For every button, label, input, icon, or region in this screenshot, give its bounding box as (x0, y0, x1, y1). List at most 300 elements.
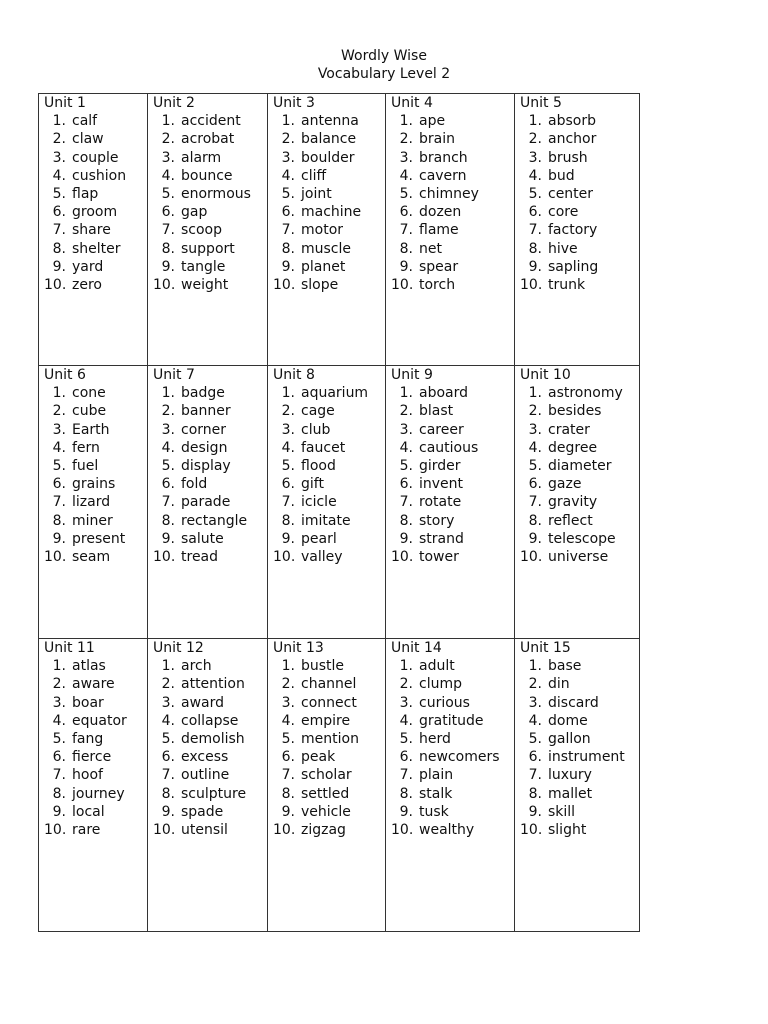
word-item (153, 512, 263, 530)
word-item (273, 421, 381, 439)
word-item (273, 384, 381, 402)
word-list (153, 384, 263, 566)
word-number: 4. (281, 439, 295, 456)
vocabulary-word: crater (548, 421, 590, 438)
unit-cell (386, 639, 515, 932)
vocabulary-word: diameter (548, 458, 612, 475)
word-number: 7. (399, 222, 413, 239)
vocabulary-word: curious (419, 694, 470, 711)
word-number: 9. (281, 530, 295, 547)
word-item (273, 694, 381, 712)
vocabulary-word: fern (72, 439, 100, 456)
vocabulary-word: planet (301, 258, 346, 275)
vocabulary-word: cone (72, 385, 106, 402)
word-number: 5. (161, 458, 175, 475)
word-number: 9. (281, 258, 295, 275)
word-number: 1. (52, 113, 66, 130)
word-item (391, 493, 510, 511)
vocabulary-word: channel (301, 676, 357, 693)
word-item (273, 221, 381, 239)
word-number: 6. (161, 204, 175, 221)
vocabulary-word: brush (548, 149, 588, 166)
word-number: 8. (528, 512, 542, 529)
word-number: 4. (52, 167, 66, 184)
word-item (273, 657, 381, 675)
vocabulary-word: anchor (548, 131, 597, 148)
vocabulary-word: discard (548, 694, 599, 711)
word-item (153, 548, 263, 566)
word-number: 5. (52, 186, 66, 203)
word-item (391, 766, 510, 784)
unit-title: Unit 8 (273, 367, 315, 383)
vocabulary-word: wealthy (419, 822, 475, 839)
word-number: 4. (528, 167, 542, 184)
word-item (273, 258, 381, 276)
vocabulary-word: cliff (301, 167, 327, 184)
word-number: 8. (161, 512, 175, 529)
word-number: 6. (399, 204, 413, 221)
word-item (273, 475, 381, 493)
word-item (520, 203, 635, 221)
word-number: 3. (161, 421, 175, 438)
vocabulary-word: enormous (181, 186, 251, 203)
word-number: 5. (399, 731, 413, 748)
word-number: 7. (161, 222, 175, 239)
word-item (273, 130, 381, 148)
word-number: 2. (52, 676, 66, 693)
vocabulary-word: parade (181, 494, 231, 511)
word-item (391, 130, 510, 148)
vocabulary-word: arch (181, 658, 212, 675)
word-number: 4. (528, 439, 542, 456)
word-number: 9. (161, 530, 175, 547)
vocabulary-word: center (548, 186, 594, 203)
vocabulary-word: attention (181, 676, 245, 693)
word-number: 10. (153, 549, 176, 566)
word-number: 1. (52, 385, 66, 402)
word-number: 7. (52, 222, 66, 239)
word-number: 6. (528, 476, 542, 493)
unit-title: Unit 5 (520, 95, 562, 111)
word-item (44, 112, 143, 130)
word-number: 6. (52, 204, 66, 221)
word-number: 3. (399, 694, 413, 711)
word-list (44, 657, 143, 839)
word-item (44, 785, 143, 803)
vocabulary-word: telescope (548, 530, 616, 547)
word-item (391, 421, 510, 439)
word-item (273, 493, 381, 511)
word-item (153, 493, 263, 511)
word-item (391, 712, 510, 730)
word-item (44, 475, 143, 493)
word-item (520, 221, 635, 239)
vocabulary-word: gift (301, 476, 324, 493)
word-item (44, 766, 143, 784)
word-number: 8. (528, 785, 542, 802)
vocabulary-word: fold (181, 476, 208, 493)
vocabulary-word: degree (548, 439, 598, 456)
word-item (520, 748, 635, 766)
vocabulary-word: joint (301, 186, 332, 203)
word-item (273, 530, 381, 548)
unit-cell (148, 639, 268, 932)
word-number: 7. (528, 494, 542, 511)
vocabulary-word: aware (72, 676, 115, 693)
word-item (153, 712, 263, 730)
word-item (520, 384, 635, 402)
vocabulary-word: excess (181, 749, 229, 766)
word-item (153, 130, 263, 148)
word-number: 4. (52, 712, 66, 729)
word-item (273, 402, 381, 420)
word-item (44, 421, 143, 439)
vocabulary-word: tangle (181, 258, 226, 275)
word-number: 6. (528, 204, 542, 221)
word-item (153, 675, 263, 693)
word-number: 7. (399, 494, 413, 511)
vocabulary-word: chimney (419, 186, 479, 203)
word-item (520, 548, 635, 566)
word-item (391, 203, 510, 221)
vocabulary-word: gaze (548, 476, 582, 493)
word-number: 3. (528, 421, 542, 438)
word-item (391, 675, 510, 693)
vocabulary-word: aboard (419, 385, 469, 402)
vocabulary-word: besides (548, 403, 602, 420)
word-list (520, 112, 635, 294)
word-number: 6. (528, 749, 542, 766)
vocabulary-word: rectangle (181, 512, 248, 529)
word-number: 10. (273, 549, 296, 566)
vocabulary-word: seam (72, 549, 111, 566)
word-list (153, 657, 263, 839)
vocabulary-word: imitate (301, 512, 351, 529)
word-item (391, 402, 510, 420)
word-item (44, 167, 143, 185)
word-item (153, 421, 263, 439)
vocabulary-word: bud (548, 167, 575, 184)
word-number: 10. (44, 277, 67, 294)
unit-cell (148, 366, 268, 639)
vocabulary-word: universe (548, 549, 609, 566)
word-item (44, 149, 143, 167)
word-item (44, 712, 143, 730)
vocabulary-word: flap (72, 186, 99, 203)
vocabulary-word: groom (72, 204, 118, 221)
word-number: 6. (281, 204, 295, 221)
word-number: 2. (281, 676, 295, 693)
word-item (520, 530, 635, 548)
word-item (44, 240, 143, 258)
vocabulary-word: empire (301, 712, 351, 729)
word-item (273, 730, 381, 748)
vocabulary-word: slight (548, 822, 587, 839)
word-item (273, 548, 381, 566)
unit-cell (268, 366, 386, 639)
word-item (391, 694, 510, 712)
vocabulary-word: local (72, 803, 105, 820)
word-list (44, 384, 143, 566)
unit-title: Unit 7 (153, 367, 195, 383)
word-item (153, 402, 263, 420)
vocabulary-word: club (301, 421, 331, 438)
unit-title: Unit 2 (153, 95, 195, 111)
word-item (520, 149, 635, 167)
word-number: 5. (399, 458, 413, 475)
vocabulary-word: brain (419, 131, 455, 148)
vocabulary-word: core (548, 204, 579, 221)
word-item (153, 785, 263, 803)
vocabulary-word: zigzag (301, 822, 346, 839)
word-item (520, 240, 635, 258)
word-number: 6. (161, 476, 175, 493)
vocabulary-word: boulder (301, 149, 355, 166)
word-number: 10. (44, 822, 67, 839)
word-number: 7. (528, 767, 542, 784)
word-item (153, 803, 263, 821)
vocabulary-word: claw (72, 131, 104, 148)
unit-row (39, 366, 640, 639)
word-number: 5. (281, 458, 295, 475)
word-number: 10. (391, 549, 414, 566)
word-number: 4. (399, 712, 413, 729)
vocabulary-word: instrument (548, 749, 625, 766)
unit-title: Unit 9 (391, 367, 433, 383)
word-number: 4. (528, 712, 542, 729)
unit-cell (268, 639, 386, 932)
vocabulary-word: dome (548, 712, 588, 729)
word-item (520, 402, 635, 420)
vocabulary-word: gravity (548, 494, 598, 511)
word-number: 6. (161, 749, 175, 766)
word-item (44, 512, 143, 530)
word-number: 6. (281, 476, 295, 493)
word-item (153, 821, 263, 839)
unit-title: Unit 1 (44, 95, 86, 111)
word-item (391, 258, 510, 276)
word-number: 3. (281, 149, 295, 166)
word-number: 5. (528, 458, 542, 475)
vocabulary-word: sculpture (181, 785, 247, 802)
unit-cell (39, 94, 148, 366)
word-item (153, 240, 263, 258)
vocabulary-word: fierce (72, 749, 112, 766)
word-number: 1. (528, 658, 542, 675)
unit-cell (386, 94, 515, 366)
word-item (520, 657, 635, 675)
word-item (153, 766, 263, 784)
vocabulary-word: flood (301, 458, 336, 475)
vocabulary-word: alarm (181, 149, 222, 166)
unit-title: Unit 13 (273, 640, 324, 656)
word-item (153, 203, 263, 221)
vocabulary-word: pearl (301, 530, 337, 547)
word-number: 1. (399, 385, 413, 402)
unit-row (39, 639, 640, 932)
word-number: 8. (52, 240, 66, 257)
word-number: 10. (153, 277, 176, 294)
unit-row (39, 94, 640, 366)
word-item (391, 730, 510, 748)
unit-title: Unit 4 (391, 95, 433, 111)
vocabulary-word: present (72, 530, 126, 547)
vocabulary-word: machine (301, 204, 362, 221)
vocabulary-word: spear (419, 258, 459, 275)
word-item (44, 548, 143, 566)
vocabulary-word: bustle (301, 658, 345, 675)
word-number: 2. (399, 131, 413, 148)
word-item (44, 258, 143, 276)
unit-title: Unit 15 (520, 640, 571, 656)
word-number: 9. (399, 530, 413, 547)
word-number: 7. (52, 767, 66, 784)
word-number: 8. (52, 785, 66, 802)
word-list (273, 384, 381, 566)
unit-title: Unit 11 (44, 640, 95, 656)
vocabulary-word: girder (419, 458, 461, 475)
unit-cell (515, 639, 640, 932)
word-item (273, 112, 381, 130)
vocabulary-word: flame (419, 222, 459, 239)
vocabulary-word: badge (181, 385, 225, 402)
vocabulary-word: tusk (419, 803, 449, 820)
vocabulary-word: newcomers (419, 749, 500, 766)
word-number: 10. (273, 822, 296, 839)
word-number: 9. (399, 258, 413, 275)
vocabulary-word: gallon (548, 731, 591, 748)
word-item (273, 712, 381, 730)
word-item (153, 149, 263, 167)
word-item (153, 384, 263, 402)
word-number: 9. (52, 258, 66, 275)
word-number: 2. (161, 403, 175, 420)
vocabulary-word: cushion (72, 167, 127, 184)
unit-cell (386, 366, 515, 639)
vocabulary-word: peak (301, 749, 336, 766)
vocabulary-word: cavern (419, 167, 467, 184)
word-number: 7. (528, 222, 542, 239)
word-item (391, 530, 510, 548)
vocabulary-word: utensil (181, 822, 228, 839)
word-item (391, 221, 510, 239)
word-number: 4. (399, 167, 413, 184)
unit-title: Unit 6 (44, 367, 86, 383)
word-number: 5. (399, 186, 413, 203)
vocabulary-word: acrobat (181, 131, 235, 148)
vocabulary-word: fang (72, 731, 104, 748)
word-number: 1. (161, 113, 175, 130)
word-number: 2. (52, 403, 66, 420)
word-list (153, 112, 263, 294)
word-item (273, 185, 381, 203)
vocabulary-word: muscle (301, 240, 352, 257)
vocabulary-word: mention (301, 731, 359, 748)
word-item (273, 203, 381, 221)
word-number: 4. (281, 712, 295, 729)
vocabulary-word: connect (301, 694, 357, 711)
word-item (153, 112, 263, 130)
word-item (391, 548, 510, 566)
word-item (391, 149, 510, 167)
vocabulary-word: support (181, 240, 235, 257)
word-item (44, 730, 143, 748)
word-item (391, 657, 510, 675)
word-item (273, 240, 381, 258)
word-item (44, 276, 143, 294)
word-item (391, 112, 510, 130)
word-number: 5. (281, 186, 295, 203)
word-number: 10. (391, 822, 414, 839)
vocabulary-word: ape (419, 113, 446, 130)
vocabulary-word: collapse (181, 712, 239, 729)
vocabulary-word: scoop (181, 222, 223, 239)
vocabulary-word: net (419, 240, 442, 257)
word-item (520, 112, 635, 130)
vocabulary-word: base (548, 658, 582, 675)
word-item (153, 185, 263, 203)
word-item (153, 530, 263, 548)
word-number: 3. (161, 149, 175, 166)
word-item (391, 439, 510, 457)
vocabulary-word: rare (72, 822, 101, 839)
vocabulary-word: equator (72, 712, 127, 729)
word-list (44, 112, 143, 294)
word-number: 1. (281, 658, 295, 675)
word-number: 2. (281, 131, 295, 148)
vocabulary-word: luxury (548, 767, 592, 784)
word-item (44, 694, 143, 712)
vocabulary-table (38, 93, 640, 932)
word-item (520, 439, 635, 457)
word-item (153, 694, 263, 712)
word-item (44, 384, 143, 402)
vocabulary-word: valley (301, 549, 343, 566)
vocabulary-word: banner (181, 403, 231, 420)
word-number: 3. (399, 421, 413, 438)
word-number: 4. (161, 439, 175, 456)
vocabulary-word: dozen (419, 204, 462, 221)
word-item (520, 694, 635, 712)
word-item (44, 221, 143, 239)
vocabulary-word: miner (72, 512, 113, 529)
vocabulary-word: balance (301, 131, 357, 148)
vocabulary-word: hive (548, 240, 578, 257)
word-number: 4. (161, 167, 175, 184)
word-item (153, 730, 263, 748)
word-item (520, 276, 635, 294)
vocabulary-word: accident (181, 113, 241, 130)
word-item (273, 167, 381, 185)
vocabulary-word: clump (419, 676, 462, 693)
word-item (273, 785, 381, 803)
vocabulary-word: motor (301, 222, 344, 239)
unit-cell (515, 366, 640, 639)
word-number: 3. (52, 149, 66, 166)
vocabulary-word: tread (181, 549, 219, 566)
word-item (391, 821, 510, 839)
word-number: 2. (399, 676, 413, 693)
word-number: 7. (399, 767, 413, 784)
vocabulary-word: cautious (419, 439, 479, 456)
vocabulary-word: lizard (72, 494, 111, 511)
word-number: 1. (52, 658, 66, 675)
unit-cell (39, 639, 148, 932)
word-number: 1. (161, 385, 175, 402)
word-item (44, 457, 143, 475)
vocabulary-word: faucet (301, 439, 346, 456)
word-item (520, 512, 635, 530)
